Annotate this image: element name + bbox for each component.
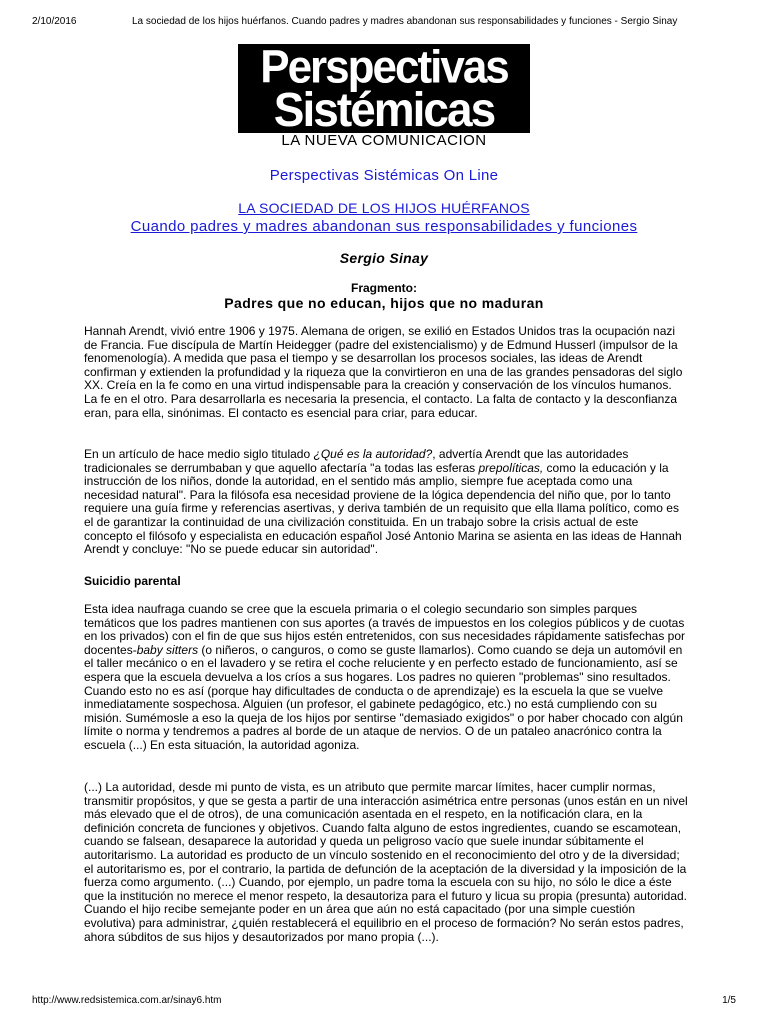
italic-text: ¿Qué es la autoridad? — [313, 447, 433, 461]
section-heading: Suicidio parental — [84, 574, 181, 588]
site-link[interactable]: Perspectivas Sistémicas On Line — [269, 167, 499, 184]
paragraph-text: , advertía Arendt que las autoridades tradicionales se derrumbaban y que aquello afectaría "a todas las esferas — [84, 447, 629, 475]
article-title-link[interactable]: LA SOCIEDAD DE LOS HIJOS HUÉRFANOS — [238, 200, 530, 216]
page-number: 1/5 — [722, 995, 736, 1006]
print-date: 2/10/2016 — [32, 16, 77, 27]
masthead-line2: Sistémicas — [273, 81, 495, 133]
article-subtitle-link[interactable]: Cuando padres y madres abandonan sus responsabilidades y funciones — [130, 218, 638, 235]
fragment-title: Padres que no educan, hijos que no maduran — [224, 295, 544, 311]
body-paragraph-4: (...) La autoridad, desde mi punto de vista, es un atributo que permite marcar límites, hacer cumplir normas, transmitir propósitos, y que se gesta a partir de una interacción asimétrica entre personas (unos están en un nivel más elevado que el de otros), de una comunicación asentada en el respeto, en la notificación clara, en la definición concreta de funciones y objetivos. Cuando falta alguno de estos ingredientes, cuando se escamotean, cuando se falsean, desaparece la autoridad y queda un peligroso vacío que suele inundar súbitamente el autoritarismo. La autoridad es producto de un vínculo sostenido en el reconocimiento del otro y de la diversidad; el autoritarismo es, por el contrario, la partida de defunción de la aceptación de la diversidad y la imposición de la fuerza como argumento. (...) Cuando, por ejemplo, un padre toma la escuela con su hijo, no sólo le dice a éste que la institución no merece el menor respeto, la desautoriza para el futuro y licua su propia (presunta) autoridad. Cuando el hijo recibe semejante poder en un área que aún no está capacitado (por una simple cuestión evolutiva) para administrar, ¿quién restablecerá el equilibrio en el proceso de formación? No serán estos padres, ahora súbditos de sus hijos y desautorizados por mano propia (...). — [84, 780, 688, 944]
masthead-tagline: LA NUEVA COMUNICACION — [281, 132, 487, 149]
fragment-label: Fragmento: — [351, 281, 417, 295]
italic-text: baby sitters — [136, 642, 199, 657]
masthead-logo — [238, 44, 530, 133]
body-paragraph-1: Hannah Arendt, vivió entre 1906 y 1975. Alemana de origen, se exilió en Estados Unidos tras la ocupación nazi de Francia. Fue discípula de Martín Heidegger (padre del existencialismo) y de Edmund Husserl (impulsor de la fenomenología). A medida que pasa el tiempo y se desarrollan los procesos sociales, las ideas de Arendt confirman y extienden la profundidad y la riqueza que la convirtieron en una de las grandes pensadoras del siglo XX. Creía en la fe como en una virtud indispensable para la creación y conservación de los vínculos humanos. La fe en el otro. Para desarrollarla es necesaria la presencia, el contacto. La falta de contacto y la desconfianza eran, para ella, sinónimas. El contacto es esencial para criar, para educar. — [84, 324, 683, 420]
print-url: http://www.redsistemica.com.ar/sinay6.htm — [32, 995, 222, 1006]
body-paragraph-2 — [84, 448, 688, 557]
paragraph-text: como la educación y la instrucción de los niños, donde la autoridad, en el sentido más amplio, siempre fue aceptada como una necesidad natural". Para la filósofa esa necesidad proviene de la lógica dependencia del niño que, por lo tanto requiere una guía firme y referencias asertivas, y deriva también de un requisito que ella llama político, como es el de garantizar la continuidad de una civilización constituida. En un trabajo sobre la crisis actual de este concepto el filósofo y especialista en educación español José Antonio Marina se asienta en las ideas de Hannah Arendt y concluye: "No se puede educar sin autoridad". — [84, 460, 682, 557]
masthead-line1: Perspectivas — [260, 44, 508, 94]
italic-text: prepolíticas, — [478, 460, 544, 475]
paragraph-text: En un artículo de hace medio siglo titulado — [84, 447, 314, 461]
author-name: Sergio Sinay — [339, 250, 429, 266]
paragraph-text: Esta idea naufraga cuando se cree que la escuela primaria o el colegio secundario son simples parques temáticos que los padres mantienen con sus aportes (a través de impuestos en los colegios públicos y de cuotas en los privados) con el fin de que sus hijos estén entretenidos, con sus necesidades rápidamente satisfechas por docentes- — [84, 602, 686, 657]
print-page-title: La sociedad de los hijos huérfanos. Cuando padres y madres abandonan sus responsabilidades y funciones - Sergio Sinay — [132, 16, 678, 27]
body-paragraph-3 — [84, 603, 688, 753]
paragraph-text: (o niñeros, o canguros, o como se guste llamarlos). Como cuando se deja un automóvil en el taller mecánico o en el lavadero y se retira el coche reluciente y en perfecto estado de funcionamiento, así se espera que la escuela devuelva a los críos a sus hogares. Los padres no quieren "problemas" sino resultados. Cuando esto no es así (porque hay dificultades de conducta o de aprendizaje) es la escuela la que se vuelve inmediatamente sospechosa. Alguien (un profesor, el gabinete pedagógico, etc.) no está cumpliendo con su misión. Sumémosle a eso la queja de los hijos por sentirse "demasiado exigidos" o por haber chocado con algún límite o norma y tendremos a padres al borde de un ataque de nervios. O de un pataleo anacrónico contra la escuela (...) En esta situación, la autoridad agoniza. — [84, 642, 683, 752]
